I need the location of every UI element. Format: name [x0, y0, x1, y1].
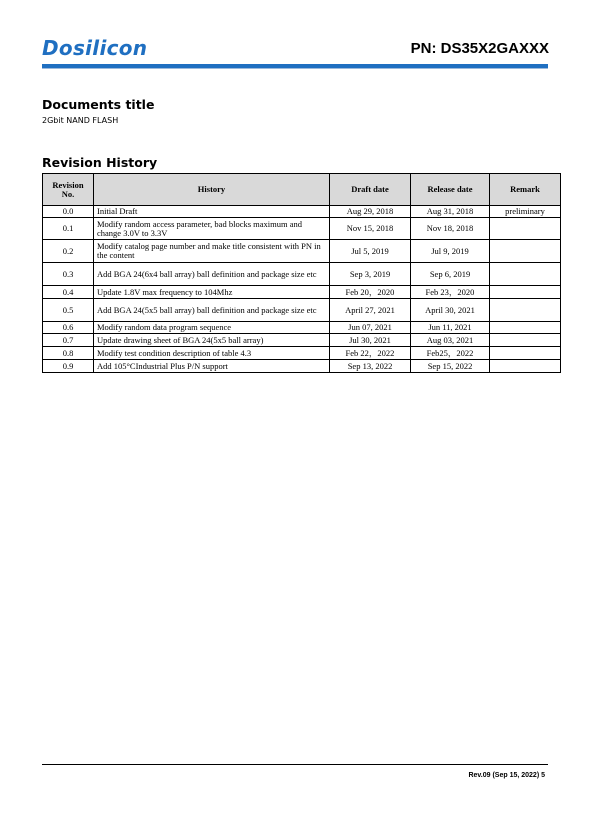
- cell-history: Update 1.8V max frequency to 104Mhz: [94, 286, 330, 299]
- cell-draft-date: Sep 3, 2019: [330, 263, 411, 286]
- table-row: [43, 218, 561, 240]
- cell-history: Modify test condition description of table 4.3: [94, 347, 330, 360]
- column-header-revision: Revision No.: [43, 174, 94, 206]
- cell-remark: [490, 299, 561, 322]
- cell-release-date: Aug 03, 2021: [411, 334, 490, 347]
- cell-history: Add BGA 24(6x4 ball array) ball definition and package size etc: [94, 263, 330, 286]
- table-row: [43, 299, 561, 322]
- cell-revision: 0.4: [43, 286, 94, 299]
- table-row: [43, 334, 561, 347]
- cell-remark: [490, 360, 561, 373]
- cell-draft-date: Aug 29, 2018: [330, 206, 411, 218]
- cell-history: Modify random access parameter, bad blocks maximum and change 3.0V to 3.3V: [94, 218, 330, 240]
- cell-remark: preliminary: [490, 206, 561, 218]
- cell-release-date: Nov 18, 2018: [411, 218, 490, 240]
- table-row: [43, 263, 561, 286]
- table-row: [43, 322, 561, 334]
- cell-draft-date: Sep 13, 2022: [330, 360, 411, 373]
- cell-draft-date: April 27, 2021: [330, 299, 411, 322]
- cell-revision: 0.2: [43, 240, 94, 263]
- table-header-row: [43, 174, 561, 206]
- footer-divider: [42, 764, 548, 765]
- column-header-draft-date: Draft date: [330, 174, 411, 206]
- cell-revision: 0.0: [43, 206, 94, 218]
- cell-release-date: Jun 11, 2021: [411, 322, 490, 334]
- cell-release-date: Aug 31, 2018: [411, 206, 490, 218]
- cell-history: Modify catalog page number and make title consistent with PN in the content: [94, 240, 330, 263]
- cell-release-date: Feb25，2022: [411, 347, 490, 360]
- cell-remark: [490, 240, 561, 263]
- part-number: PN: DS35X2GAXXX: [410, 40, 549, 57]
- cell-revision: 0.3: [43, 263, 94, 286]
- revision-history-table: [42, 173, 561, 373]
- cell-history: Add 105°CIndustrial Plus P/N support: [94, 360, 330, 373]
- header-divider-shadow: [42, 68, 548, 69]
- cell-revision: 0.7: [43, 334, 94, 347]
- cell-revision: 0.5: [43, 299, 94, 322]
- cell-release-date: Sep 6, 2019: [411, 263, 490, 286]
- cell-release-date: Jul 9, 2019: [411, 240, 490, 263]
- document-subtitle: 2Gbit NAND FLASH: [42, 116, 119, 125]
- cell-draft-date: Feb 20，2020: [330, 286, 411, 299]
- cell-history: Modify random data program sequence: [94, 322, 330, 334]
- table-row: [43, 240, 561, 263]
- cell-history: Update drawing sheet of BGA 24(5x5 ball array): [94, 334, 330, 347]
- cell-remark: [490, 347, 561, 360]
- column-header-release-date: Release date: [411, 174, 490, 206]
- cell-draft-date: Feb 22，2022: [330, 347, 411, 360]
- cell-draft-date: Jul 30, 2021: [330, 334, 411, 347]
- documents-title-heading: Documents title: [42, 97, 155, 112]
- cell-release-date: Feb 23，2020: [411, 286, 490, 299]
- cell-remark: [490, 322, 561, 334]
- column-header-history: History: [94, 174, 330, 206]
- table-row: [43, 286, 561, 299]
- table-row: [43, 347, 561, 360]
- revision-history-heading: Revision History: [42, 155, 158, 170]
- cell-draft-date: Nov 15, 2018: [330, 218, 411, 240]
- cell-draft-date: Jun 07, 2021: [330, 322, 411, 334]
- column-header-remark: Remark: [490, 174, 561, 206]
- table-row: [43, 360, 561, 373]
- cell-remark: [490, 286, 561, 299]
- cell-revision: 0.8: [43, 347, 94, 360]
- cell-revision: 0.9: [43, 360, 94, 373]
- cell-revision: 0.6: [43, 322, 94, 334]
- cell-revision: 0.1: [43, 218, 94, 240]
- cell-draft-date: Jul 5, 2019: [330, 240, 411, 263]
- table-row: [43, 206, 561, 218]
- cell-history: Initial Draft: [94, 206, 330, 218]
- cell-release-date: April 30, 2021: [411, 299, 490, 322]
- cell-history: Add BGA 24(5x5 ball array) ball definition and package size etc: [94, 299, 330, 322]
- cell-remark: [490, 218, 561, 240]
- company-logo: Dosilicon: [42, 36, 148, 60]
- cell-release-date: Sep 15, 2022: [411, 360, 490, 373]
- cell-remark: [490, 334, 561, 347]
- footer-revision-page: Rev.09 (Sep 15, 2022) 5: [468, 772, 545, 779]
- cell-remark: [490, 263, 561, 286]
